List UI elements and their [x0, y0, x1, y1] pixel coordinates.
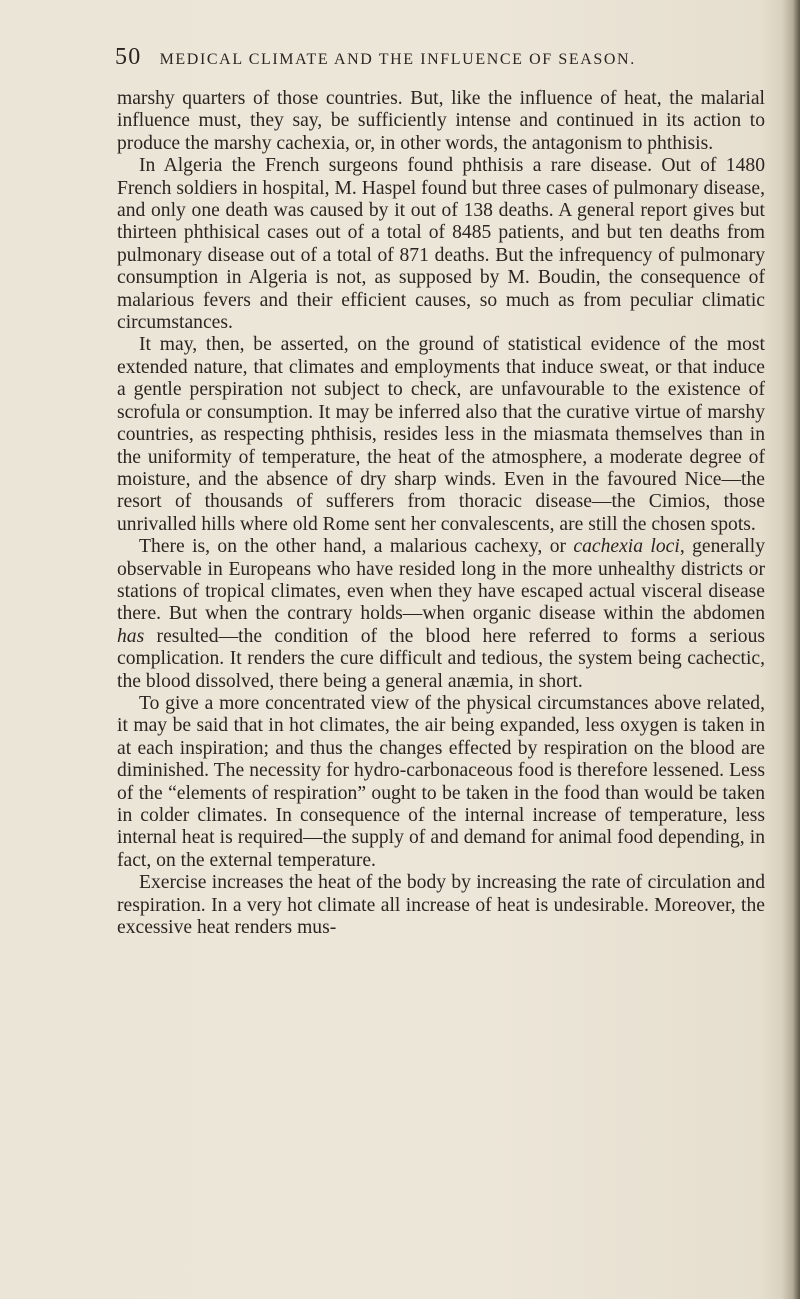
running-title: MEDICAL CLIMATE AND THE INFLUENCE OF SEASON.: [159, 51, 636, 68]
running-header: [115, 44, 765, 71]
page-number: 50: [115, 44, 142, 70]
paragraph-text: resulted—the condition of the blood here referred to forms a serious complication. It renders the cure difficult and tedious, the system being cachectic, the blood dissolved, there being a general anæmia, in short.: [117, 625, 765, 692]
body-text: [117, 88, 765, 939]
paragraph: [117, 536, 765, 693]
page-edge-shadow: [782, 0, 800, 1299]
paragraph-text: , generally observable in Europeans who have resided long in the more unhealthy districts or stations of tropical climates, even when they have escaped actual visceral disease there. But when the contrary holds—when organic disease within the abdomen: [117, 536, 765, 625]
paragraph: To give a more concentrated view of the physical circumstances above related, it may be said that in hot climates, the air being expanded, less oxygen is taken in at each inspiration; and thus the changes effected by respiration on the blood are diminished. The necessity for hydro-carbonaceous food is therefore lessened. Less of the “elements of respiration” ought to be taken in the food than would be taken in colder climates. In consequence of the internal increase of temperature, less internal heat is required—the supply of and demand for animal food depending, in fact, on the external temperature.: [117, 692, 765, 871]
paragraph: In Algeria the French surgeons found phthisis a rare disease. Out of 1480 French soldiers in hospital, M. Haspel found but three cases of pulmonary disease, and only one death was caused by it out of 138 deaths. A general report gives but thirteen phthisical cases out of a total of 8485 patients, and but ten deaths from pulmonary disease out of a total of 871 deaths. But the infrequency of pulmonary consumption in Algeria is not, as supposed by M. Boudin, the consequence of malarious fevers and their efficient causes, so much as from peculiar climatic circumstances.: [117, 155, 765, 334]
paragraph: It may, then, be asserted, on the ground of statistical evidence of the most extended nature, that climates and employments that induce sweat, or that induce a gentle perspiration not subject to check, are unfavourable to the existence of scrofula or consumption. It may be inferred also that the curative virtue of marshy countries, as respecting phthisis, resides less in the miasmata themselves than in the uniformity of temperature, the heat of the atmosphere, a moderate degree of moisture, and the absence of dry sharp winds. Even in the favoured Nice—the resort of thousands of sufferers from thoracic disease—the Cimios, those unrivalled hills where old Rome sent her convalescents, are still the chosen spots.: [117, 334, 765, 535]
paragraph: marshy quarters of those countries. But, like the influence of heat, the malarial influence must, they say, be sufficiently intense and continued in its action to produce the marshy cachexia, or, in other words, the antagonism to phthisis.: [117, 88, 765, 154]
italic-term: cachexia loci: [573, 536, 680, 558]
paragraph-text: There is, on the other hand, a malarious cachexy, or: [139, 536, 574, 558]
italic-term: has: [117, 625, 145, 647]
paragraph: Exercise increases the heat of the body by increasing the rate of circulation and respiration. In a very hot climate all increase of heat is undesirable. Moreover, the excessive heat renders mus-: [117, 872, 765, 939]
